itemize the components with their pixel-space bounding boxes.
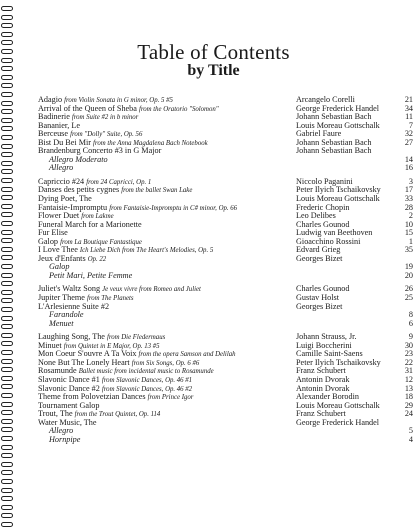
page-subtitle: by Title: [187, 62, 240, 79]
entry-composer: Charles Gounod: [296, 284, 350, 294]
entry-title-text: Tournament Galop: [38, 400, 100, 410]
entry-page-number: 13: [404, 383, 413, 393]
spiral-coil: [1, 522, 13, 527]
entry-page-number: 4: [408, 434, 413, 444]
spiral-coil: [1, 204, 13, 209]
entry-composer: Peter Ilyich Tschaikovsky: [296, 357, 381, 367]
entry-composer: Alexander Borodin: [296, 392, 359, 402]
entry-composer: Niccolo Paganini: [296, 176, 353, 186]
spiral-coil: [1, 462, 13, 467]
entry-page-number: 12: [404, 374, 413, 384]
entry-page-number: 32: [404, 129, 413, 139]
entry-source: Ballet music from incidental music to Rosamunde: [78, 368, 214, 376]
entry-source: from La Boutique Fantastique: [60, 238, 142, 246]
toc-entry: [38, 285, 413, 294]
entry-title-text: Laughing Song, The: [38, 332, 105, 342]
entry-composer: George Frederick Handel: [296, 103, 380, 113]
entry-source: from the ballet Swan Lake: [121, 187, 193, 195]
entry-title-text: Fur Elise: [38, 228, 68, 238]
page-title: Table of Contents: [137, 40, 290, 64]
toc-entry: [38, 436, 413, 445]
entry-composer: Georges Bizet: [296, 253, 343, 263]
spiral-coil: [1, 221, 13, 226]
toc-entry: [38, 359, 413, 368]
spiral-coil: [1, 6, 13, 11]
entry-composer: Johann Sebastian Bach: [296, 137, 372, 147]
spiral-coil: [1, 513, 13, 518]
entry-title-text: Fantaisie-Impromptu: [38, 202, 108, 212]
spiral-coil: [1, 470, 13, 475]
entry-composer: Edvard Grieg: [296, 245, 341, 255]
spiral-coil: [1, 445, 13, 450]
entry-composer: Louis Moreau Gottschalk: [296, 120, 380, 130]
entry-title-text: L'Arlesienne Suite #2: [38, 301, 110, 311]
entry-page-number: 22: [404, 357, 413, 367]
toc-entry: [38, 122, 413, 131]
entry-composer: Johann Strauss, Jr.: [296, 332, 357, 342]
toc-entry: [38, 272, 413, 281]
entry-page-number: 19: [404, 262, 413, 272]
spiral-coil: [1, 187, 13, 192]
entry-composer: Georges Bizet: [296, 301, 343, 311]
entry-title-text: Adagio: [38, 95, 63, 104]
entry-title-text: Danses des petits cygnes: [38, 185, 120, 195]
entry-title-text: Berceuse: [38, 129, 69, 139]
toc-entry: [38, 402, 413, 411]
spiral-coil: [1, 255, 13, 260]
spiral-coil: [1, 161, 13, 166]
spiral-coil: [1, 109, 13, 114]
entry-composer: Leo Delibes: [296, 211, 336, 221]
spiral-coil: [1, 436, 13, 441]
entry-title-text: Bist Du Bei Mir: [38, 137, 91, 147]
entry-composer: Louis Moreau Gottschalk: [296, 194, 380, 204]
entry-source: from the Anna Magdalena Bach Notebook: [93, 139, 208, 147]
entry-page-number: 2: [408, 211, 413, 221]
entry-title-text: Bananier, Le: [38, 120, 80, 130]
spiral-coil: [1, 359, 13, 364]
entry-page-number: 26: [404, 284, 413, 294]
entry-source: from Six Songs, Op. 6 #6: [131, 359, 200, 367]
spiral-coil: [1, 135, 13, 140]
spiral-coil: [1, 453, 13, 458]
entry-title-text: Water Music, The: [38, 417, 97, 427]
spiral-coil: [1, 15, 13, 20]
entry-title-text: Theme from Polovetzian Dances: [38, 392, 146, 402]
entry-source: from 24 Capricci, Op. 1: [86, 178, 152, 186]
entry-composer: Johann Sebastian Bach: [296, 112, 372, 122]
spiral-coil: [1, 505, 13, 510]
spiral-binding: [0, 0, 16, 530]
entry-title-text: Brandenburg Concerto #3 in G Major: [38, 146, 162, 156]
entry-page-number: 7: [408, 120, 413, 130]
entry-page-number: 30: [404, 340, 413, 350]
spiral-coil: [1, 32, 13, 37]
entry-source: from Fantaisie-Impromptu in C# minor, Op. 66: [109, 204, 238, 212]
entry-title-text: Slavonic Dance #1: [38, 374, 100, 384]
entry-source: from Lakme: [81, 213, 114, 221]
spiral-coil: [1, 384, 13, 389]
entry-source: from Violin Sonata in G minor, Op. 5 #5: [64, 97, 173, 104]
entry-title-text: Rosamunde: [38, 366, 77, 376]
spiral-coil: [1, 264, 13, 269]
entry-source: from Quintet in E Major, Op. 13 #5: [63, 342, 160, 350]
spiral-coil: [1, 273, 13, 278]
entry-page-number: 29: [404, 400, 413, 410]
spiral-coil: [1, 410, 13, 415]
entry-composer: Camille Saint-Saens: [296, 349, 363, 359]
entry-composer: Louis Moreau Gottschalk: [296, 400, 380, 410]
entry-title-text: None But The Lonely Heart: [38, 357, 130, 367]
entry-source: Je veux vivre from Romeo and Juliet: [102, 286, 201, 294]
entry-composer: Charles Gounod: [296, 219, 350, 229]
spiral-coil: [1, 376, 13, 381]
spiral-coil: [1, 92, 13, 97]
spiral-coil: [1, 281, 13, 286]
spiral-coil: [1, 152, 13, 157]
entry-title-text: Galop: [38, 236, 59, 246]
entry-page-number: 8: [408, 310, 413, 320]
entry-page-number: 35: [404, 245, 413, 255]
spiral-coil: [1, 195, 13, 200]
entry-composer: Frederic Chopin: [296, 202, 350, 212]
entry-page-number: 21: [404, 95, 413, 104]
entry-page-number: 5: [408, 426, 413, 436]
entry-composer: Arcangelo Corelli: [296, 95, 355, 104]
entry-title-text: I Love Thee: [38, 245, 78, 255]
entry-title-text: Capriccio #24: [38, 176, 85, 186]
toc-entry: [38, 311, 413, 320]
spiral-coil: [1, 341, 13, 346]
toc-list: [38, 96, 413, 444]
spiral-coil: [1, 427, 13, 432]
entry-title-text: Allegro: [49, 163, 74, 173]
spiral-coil: [1, 75, 13, 80]
entry-page-number: 18: [404, 392, 413, 402]
entry-page-number: 31: [404, 366, 413, 376]
entry-page-number: 24: [404, 409, 413, 419]
spiral-coil: [1, 66, 13, 71]
entry-page-number: 6: [408, 318, 413, 328]
entry-composer: Antonin Dvorak: [296, 383, 350, 393]
entry-page-number: 28: [404, 202, 413, 212]
entry-title-text: Arrival of the Queen of Sheba: [38, 103, 137, 113]
entry-title-text: Hornpipe: [49, 434, 81, 444]
spiral-coil: [1, 238, 13, 243]
entry-composer: Franz Schubert: [296, 366, 346, 376]
entry-title-text: Mon Coeur S'ouvre A Ta Voix: [38, 349, 137, 359]
entry-source: from "Dolly" Suite, Op. 56: [70, 131, 143, 139]
entry-title-text: Flower Duet: [38, 211, 80, 221]
entry-source: from the Oratorio "Solomon": [138, 105, 219, 113]
spiral-coil: [1, 350, 13, 355]
spiral-coil: [1, 496, 13, 501]
entry-composer: George Frederick Handel: [296, 417, 380, 427]
entry-title-text: Menuet: [49, 318, 74, 328]
spiral-coil: [1, 488, 13, 493]
entry-composer: Ludwig van Beethoven: [296, 228, 373, 238]
toc-entry: [38, 204, 413, 213]
entry-page-number: 9: [408, 332, 413, 342]
toc-entry: [38, 320, 413, 329]
toc-entry: [38, 419, 413, 428]
entry-title-text: Farandole: [49, 310, 84, 320]
entry-page-number: 25: [404, 293, 413, 303]
entry-composer: Gioacchino Rossini: [296, 236, 361, 246]
toc-entry: [38, 255, 413, 264]
entry-page-number: 20: [404, 270, 413, 280]
entry-page-number: 23: [404, 349, 413, 359]
spiral-coil: [1, 83, 13, 88]
entry-composer: Gustav Holst: [296, 293, 339, 303]
entry-page-number: 17: [404, 185, 413, 195]
entry-title-text: Juliet's Waltz Song: [38, 284, 101, 294]
toc-entry: [38, 156, 413, 165]
spiral-coil: [1, 367, 13, 372]
spiral-coil: [1, 144, 13, 149]
spiral-coil: [1, 58, 13, 63]
entry-title-text: Slavonic Dance #2: [38, 383, 100, 393]
spiral-coil: [1, 169, 13, 174]
entry-page-number: 33: [404, 194, 413, 204]
entry-source: from the Trout Quintet, Op. 114: [74, 411, 161, 419]
entry-page-number: 3: [408, 176, 413, 186]
spiral-coil: [1, 212, 13, 217]
page: [16, 0, 411, 530]
entry-title-text: Petit Mari, Petite Femme: [49, 270, 133, 280]
entry-page-number: 15: [404, 228, 413, 238]
entry-source: from Prince Igor: [147, 394, 194, 402]
entry-title-text: Allegro: [49, 426, 74, 436]
entry-page-number: 14: [404, 154, 413, 164]
toc-entry: [38, 164, 413, 173]
spiral-coil: [1, 178, 13, 183]
entry-page-number: 27: [404, 137, 413, 147]
spiral-coil: [1, 393, 13, 398]
entry-title-text: Jeux d'Enfants: [38, 253, 86, 263]
entry-source: Ich Liebe Dich from The Heart's Melodies, Op. 5: [79, 247, 214, 255]
entry-title: [49, 436, 80, 445]
spiral-coil: [1, 316, 13, 321]
entry-page-number: 10: [404, 219, 413, 229]
spiral-coil: [1, 49, 13, 54]
entry-title-text: Funeral March for a Marionette: [38, 219, 142, 229]
entry-title-text: Jupiter Theme: [38, 293, 85, 303]
entry-composer: Peter Ilyich Tschaikovsky: [296, 185, 381, 195]
spiral-coil: [1, 230, 13, 235]
spiral-coil: [1, 23, 13, 28]
entry-title-text: Galop: [49, 262, 70, 272]
entry-composer: Johann Sebastian Bach: [296, 146, 372, 156]
spiral-coil: [1, 290, 13, 295]
entry-source: from Slavonic Dances, Op. 46 #1: [101, 376, 193, 384]
spiral-coil: [1, 101, 13, 106]
toc-entry: [38, 246, 413, 255]
entry-source: from The Planets: [86, 295, 134, 303]
entry-title: [49, 164, 73, 173]
entry-composer: Franz Schubert: [296, 409, 346, 419]
toc-entry: [38, 333, 413, 342]
entry-source: from the opera Samson and Delilah: [138, 351, 236, 359]
spiral-coil: [1, 307, 13, 312]
entry-title-text: Minuet: [38, 340, 62, 350]
entry-composer: Luigi Boccherini: [296, 340, 352, 350]
entry-page-number: 1: [408, 236, 413, 246]
entry-title-text: Trout, The: [38, 409, 73, 419]
spiral-coil: [1, 333, 13, 338]
toc-entry: [38, 238, 413, 247]
spiral-coil: [1, 40, 13, 45]
spiral-coil: [1, 479, 13, 484]
spiral-coil: [1, 402, 13, 407]
entry-composer: Gabriel Faure: [296, 129, 342, 139]
toc-entry: [38, 427, 413, 436]
toc-entry: [38, 303, 413, 312]
entry-source: Op. 22: [87, 255, 107, 263]
entry-source: from Slavonic Dances, Op. 46 #2: [101, 385, 193, 393]
spiral-coil: [1, 247, 13, 252]
spiral-coil: [1, 126, 13, 131]
entry-title-text: Dying Poet, The: [38, 194, 92, 204]
entry-page-number: 16: [404, 163, 413, 173]
entry-composer: Antonin Dvorak: [296, 374, 350, 384]
entry-title: [49, 272, 132, 281]
spiral-coil: [1, 419, 13, 424]
entry-title-text: Badinerie: [38, 112, 70, 122]
entry-title-text: Allegro Moderato: [49, 154, 108, 164]
spiral-coil: [1, 298, 13, 303]
spiral-coil: [1, 118, 13, 123]
entry-source: from Die Fledermaus: [106, 334, 166, 342]
entry-title: [49, 320, 74, 329]
spiral-coil: [1, 324, 13, 329]
entry-page-number: 11: [405, 112, 413, 122]
entry-page-number: 34: [404, 103, 413, 113]
entry-source: from Suite #2 in b minor: [71, 114, 139, 122]
